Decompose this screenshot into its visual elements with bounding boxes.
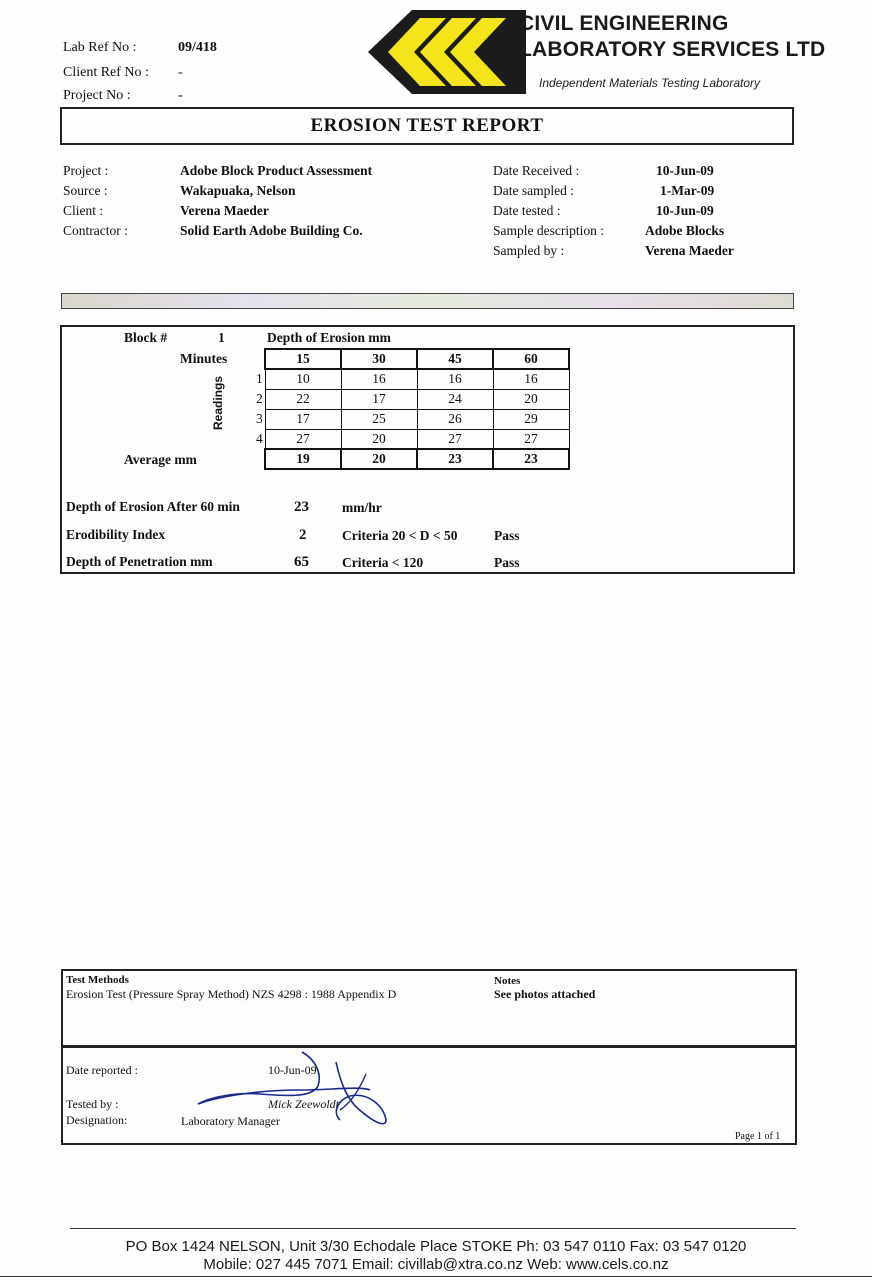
source-label: Source : bbox=[63, 183, 108, 198]
date-reported-label: Date reported : bbox=[66, 1063, 138, 1077]
reading-cell: 27 bbox=[265, 429, 341, 449]
report-title: EROSION TEST REPORT bbox=[310, 115, 544, 136]
result-label: Depth of Penetration mm bbox=[66, 554, 213, 569]
reading-number: 3 bbox=[256, 411, 263, 426]
contractor-label: Contractor : bbox=[63, 223, 128, 238]
lab-ref-label: Lab Ref No : bbox=[63, 40, 137, 55]
reading-cell: 10 bbox=[265, 369, 341, 389]
table-row bbox=[265, 369, 569, 389]
average-cell: 20 bbox=[341, 449, 417, 469]
reading-cell: 26 bbox=[417, 409, 493, 429]
readings-label: Readings bbox=[211, 376, 225, 431]
client-ref-value: - bbox=[178, 65, 183, 80]
sample-description-value: Adobe Blocks bbox=[645, 223, 725, 238]
date-received-label: Date Received : bbox=[493, 163, 580, 178]
reading-cell: 17 bbox=[341, 389, 417, 409]
project-label: Project : bbox=[63, 163, 109, 178]
reading-cell: 22 bbox=[265, 389, 341, 409]
company-name-line1: CIVIL ENGINEERING bbox=[519, 12, 729, 35]
tested-by-label: Tested by : bbox=[66, 1097, 119, 1111]
average-cell: 23 bbox=[493, 449, 569, 469]
reading-cell: 27 bbox=[417, 429, 493, 449]
client-value: Verena Maeder bbox=[180, 203, 269, 218]
result-value: 2 bbox=[299, 527, 307, 543]
lab-ref-value: 09/418 bbox=[178, 40, 217, 55]
sample-description-label: Sample description : bbox=[493, 223, 604, 238]
test-methods-text: Erosion Test (Pressure Spray Method) NZS 4298 : 1988 Appendix D bbox=[66, 987, 397, 1001]
table-row bbox=[265, 389, 569, 409]
date-sampled-value: 1-Mar-09 bbox=[660, 183, 715, 198]
section-divider-bar bbox=[61, 293, 794, 309]
reading-number: 2 bbox=[256, 391, 263, 406]
source-value: Wakapuaka, Nelson bbox=[180, 183, 296, 198]
client-ref-label: Client Ref No : bbox=[63, 65, 149, 80]
contractor-value: Solid Earth Adobe Building Co. bbox=[180, 223, 363, 238]
reading-cell: 24 bbox=[417, 389, 493, 409]
erosion-readings-table bbox=[264, 348, 570, 470]
result-status: Pass bbox=[494, 555, 520, 570]
tested-by-value: Mick Zeewoldt bbox=[268, 1097, 339, 1111]
notes-heading: Notes bbox=[494, 975, 521, 987]
date-received-value: 10-Jun-09 bbox=[656, 163, 714, 178]
minutes-label: Minutes bbox=[180, 351, 228, 366]
result-criteria: Criteria 20 < D < 50 bbox=[342, 528, 458, 543]
table-row bbox=[265, 429, 569, 449]
project-value: Adobe Block Product Assessment bbox=[180, 163, 373, 178]
reading-cell: 16 bbox=[417, 369, 493, 389]
reading-number: 1 bbox=[256, 371, 263, 386]
date-reported-value: 10-Jun-09 bbox=[268, 1063, 317, 1077]
minutes-cell: 45 bbox=[417, 349, 493, 369]
reading-cell: 16 bbox=[341, 369, 417, 389]
page-number: Page 1 of 1 bbox=[735, 1131, 781, 1142]
result-label: Erodibility Index bbox=[66, 527, 166, 542]
reading-cell: 16 bbox=[493, 369, 569, 389]
reading-number: 4 bbox=[256, 431, 263, 446]
test-methods-box bbox=[61, 969, 797, 1047]
signature-scribble bbox=[190, 1046, 400, 1136]
company-logo bbox=[366, 8, 528, 96]
test-methods-heading: Test Methods bbox=[66, 974, 129, 986]
minutes-cell: 30 bbox=[341, 349, 417, 369]
date-sampled-label: Date sampled : bbox=[493, 183, 574, 198]
footer-rule bbox=[70, 1228, 796, 1229]
reading-cell: 27 bbox=[493, 429, 569, 449]
result-status: Pass bbox=[494, 528, 520, 543]
date-tested-value: 10-Jun-09 bbox=[656, 203, 714, 218]
minutes-cell: 15 bbox=[265, 349, 341, 369]
designation-value: Laboratory Manager bbox=[181, 1114, 280, 1128]
client-label: Client : bbox=[63, 203, 104, 218]
result-criteria: Criteria < 120 bbox=[342, 555, 424, 570]
average-cell: 23 bbox=[417, 449, 493, 469]
reading-cell: 20 bbox=[493, 389, 569, 409]
sampled-by-value: Verena Maeder bbox=[645, 243, 734, 258]
reading-cell: 29 bbox=[493, 409, 569, 429]
company-name-line2: LABORATORY SERVICES LTD bbox=[519, 38, 826, 61]
footer-bottom-rule bbox=[0, 1276, 872, 1277]
reading-cell: 17 bbox=[265, 409, 341, 429]
result-label: Depth of Erosion After 60 min bbox=[66, 499, 240, 514]
date-tested-label: Date tested : bbox=[493, 203, 561, 218]
block-label: Block # bbox=[124, 330, 168, 345]
average-cell: 19 bbox=[265, 449, 341, 469]
signoff-box bbox=[61, 1046, 797, 1145]
reading-cell: 25 bbox=[341, 409, 417, 429]
company-tagline: Independent Materials Testing Laboratory bbox=[539, 76, 761, 90]
result-value: 65 bbox=[294, 554, 309, 570]
table-row bbox=[265, 409, 569, 429]
average-row bbox=[265, 449, 569, 469]
reading-cell: 20 bbox=[341, 429, 417, 449]
minutes-cell: 60 bbox=[493, 349, 569, 369]
result-value: 23 bbox=[294, 499, 309, 515]
minutes-header-row bbox=[265, 349, 569, 369]
average-label: Average mm bbox=[124, 452, 197, 467]
block-number: 1 bbox=[218, 330, 225, 345]
designation-label: Designation: bbox=[66, 1113, 128, 1127]
sampled-by-label: Sampled by : bbox=[493, 243, 565, 258]
project-no-value: - bbox=[178, 88, 183, 103]
project-no-label: Project No : bbox=[63, 88, 131, 103]
notes-text: See photos attached bbox=[494, 987, 596, 1001]
depth-of-erosion-heading: Depth of Erosion mm bbox=[267, 330, 391, 345]
footer-contact: Mobile: 027 445 7071 Email: civillab@xtra.co.nz Web: www.cels.co.nz bbox=[203, 1256, 669, 1273]
result-criteria: mm/hr bbox=[342, 500, 382, 515]
footer-address: PO Box 1424 NELSON, Unit 3/30 Echodale Place STOKE Ph: 03 547 0110 Fax: 03 547 0120 bbox=[125, 1238, 747, 1255]
report-title-box bbox=[60, 107, 794, 145]
